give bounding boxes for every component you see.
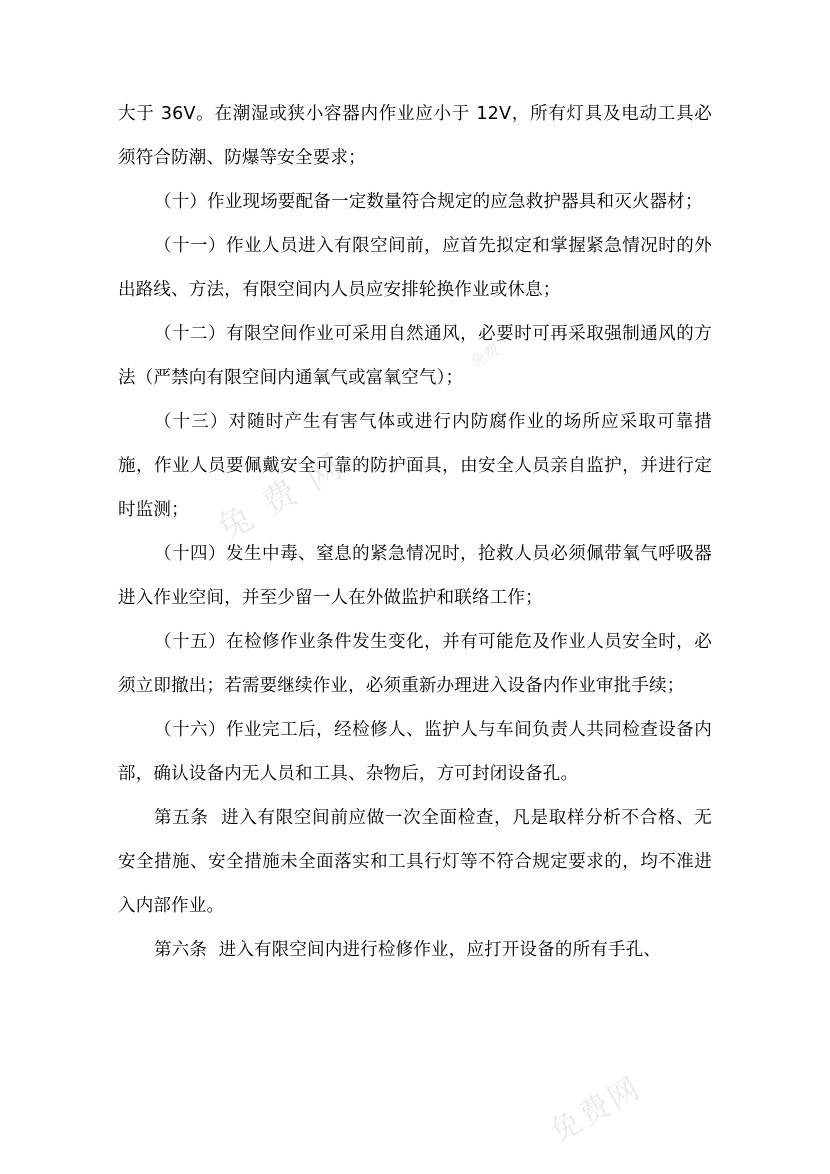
paragraph-voltage: 大于 36V。在潮湿或狭小容器内作业应小于 12V，所有灯具及电动工具必须符合防潮、防爆等安全要求； [118, 104, 712, 168]
paragraph-article-5: 第五条 进入有限空间前应做一次全面检查，凡是取样分析不合格、无安全措施、安全措施未全面落实和工具行灯等不符合规定要求的，均不准进入内部作业。 [118, 808, 712, 916]
paragraph-item-14: （十四）发生中毒、窒息的紧急情况时，抢救人员必须佩带氧气呼吸器进入作业空间，并至少留一人在外做监护和联络工作； [118, 544, 712, 608]
paragraph-item-12: （十二）有限空间作业可采用自然通风，必要时可再采取强制通风的方法（严禁向有限空间内通氧气或富氧空气）； [118, 324, 712, 388]
watermark-bottom: 免费网 [544, 1070, 648, 1150]
paragraph-article-6: 第六条 进入有限空间内进行检修作业，应打开设备的所有手孔、 [154, 940, 662, 960]
paragraph-item-11: （十一）作业人员进入有限空间前，应首先拟定和掌握紧急情况时的外出路线、方法，有限空间内人员应安排轮换作业或休息； [118, 236, 712, 300]
document-body [118, 92, 712, 972]
paragraph-item-10: （十）作业现场要配备一定数量符合规定的应急救护器具和灭火器材； [154, 192, 703, 212]
paragraph-item-13: （十三）对随时产生有害气体或进行内防腐作业的场所应采取可靠措施，作业人员要佩戴安全可靠的防护面具，由安全人员亲自监护，并进行定时监测； [118, 412, 712, 520]
watermark-center: 兔 费 网 [211, 445, 352, 550]
paragraph-item-16: （十六）作业完工后，经检修人、监护人与车间负责人共同检查设备内部，确认设备内无人员和工具、杂物后，方可封闭设备孔。 [118, 720, 712, 784]
paragraph-item-15: （十五）在检修作业条件发生变化，并有可能危及作业人员安全时，必须立即撤出；若需要继续作业，必须重新办理进入设备内作业审批手续； [118, 632, 712, 696]
watermark-tiny: 免费 [467, 340, 503, 372]
